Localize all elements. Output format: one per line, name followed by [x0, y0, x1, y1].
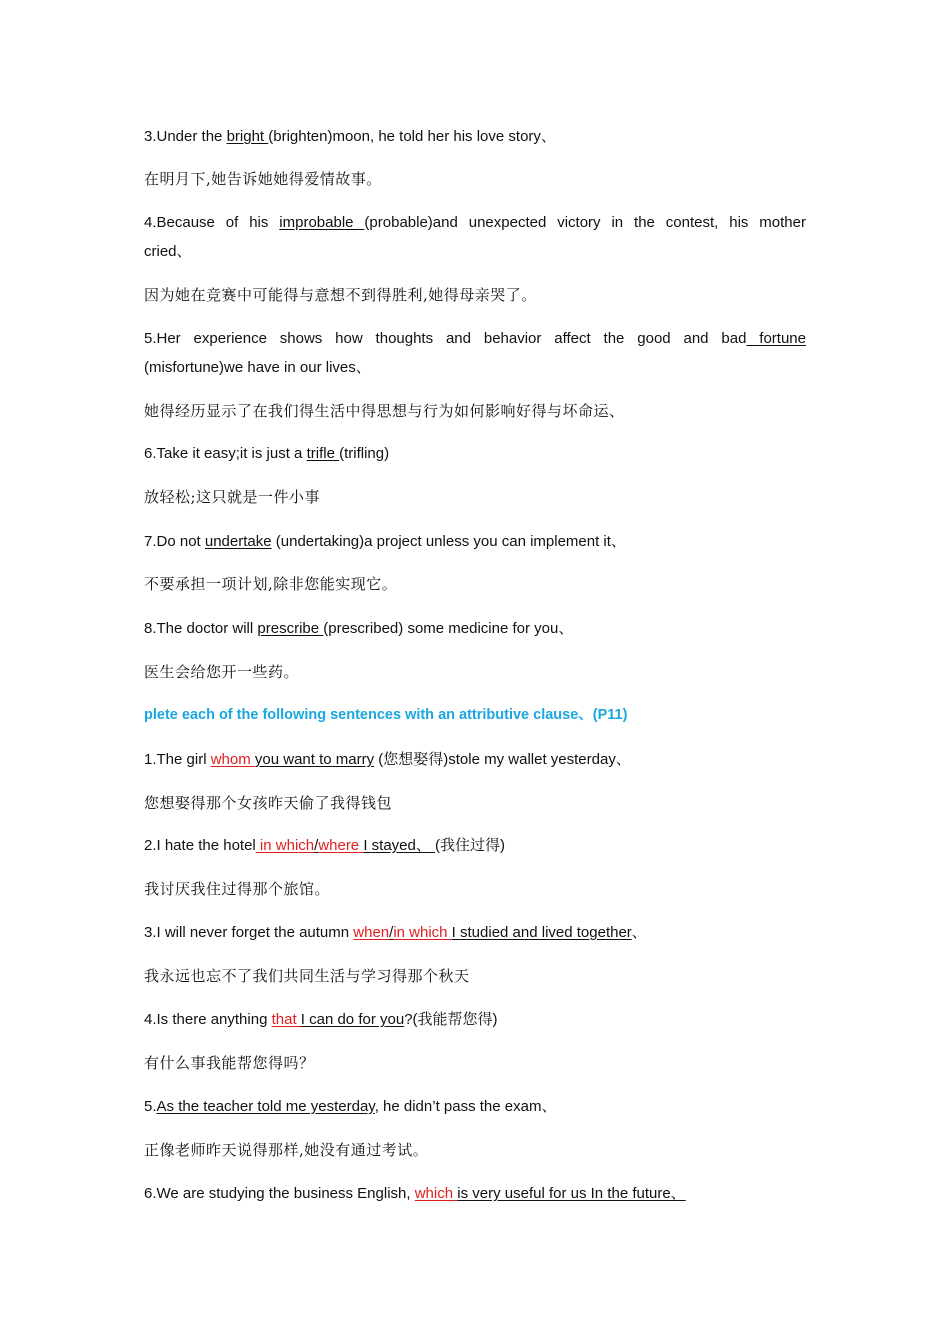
sentence-text: 2.I hate the hotel [144, 837, 256, 854]
clause-translation-2: 我讨厌我住过得那个旅馆。 [144, 880, 331, 898]
relative-pronoun: that [271, 1011, 301, 1028]
answer-blank: I can do for you [300, 1011, 405, 1028]
sentence-text: (您想娶得)stole my wallet yesterday、 [374, 751, 631, 768]
sentence-text: (我住过得) [435, 837, 506, 854]
clause-translation-1: 您想娶得那个女孩昨天偷了我得钱包 [144, 794, 393, 812]
clause-5 [144, 1092, 806, 1121]
answer-blank: fortune [746, 330, 806, 347]
translation-6: 放轻松;这只就是一件小事 [144, 488, 321, 506]
sentence-text: 6.Take it easy;it is just a [144, 445, 307, 462]
exercise-6 [144, 439, 806, 468]
relative-pronoun: when [353, 924, 390, 941]
exercise-4 [144, 208, 806, 237]
answer-blank: trifle [306, 445, 340, 462]
sentence-text: 5. [144, 1098, 157, 1115]
sentence-text: 8.The doctor will [144, 620, 258, 637]
clause-1 [144, 745, 806, 774]
answer-blank: I stayed、 [363, 837, 436, 854]
section-heading: plete each of the following sentences with an attributive clause、(P11) [144, 707, 628, 723]
translation-5: 她得经历显示了在我们得生活中得思想与行为如何影响好得与坏命运、 [144, 402, 625, 420]
clause-translation-3: 我永远也忘不了我们共同生活与学习得那个秋天 [144, 967, 470, 985]
exercise-5 [144, 324, 806, 353]
clause-6 [144, 1179, 806, 1208]
exercise-4-continued: cried、 [144, 243, 192, 260]
sentence-text: 3.Under the [144, 128, 227, 145]
clause-4 [144, 1005, 806, 1034]
translation-7: 不要承担一项计划,除非您能实现它。 [144, 575, 398, 593]
sentence-text: 4.Because of his [144, 214, 280, 231]
answer-blank: bright [226, 128, 269, 145]
exercise-8 [144, 614, 806, 643]
clause-2 [144, 831, 806, 860]
sentence-text: 4.Is there anything [144, 1011, 272, 1028]
sentence-text: (trifling) [339, 445, 390, 462]
sentence-text: (prescribed) some medicine for you、 [323, 620, 574, 637]
exercise-5-continued: (misfortune)we have in our lives、 [144, 359, 371, 376]
sentence-text: ?(我能帮您得) [404, 1011, 498, 1028]
separator: / [314, 837, 319, 854]
sentence-text: 5.Her experience shows how thoughts and behavior affect the good and bad [144, 330, 747, 347]
sentence-text: (undertaking)a project unless you can implement it、 [271, 533, 626, 550]
translation-8: 医生会给您开一些药。 [144, 663, 300, 681]
clause-translation-4: 有什么事我能帮您得吗？ [144, 1054, 315, 1072]
translation-4: 因为她在竞赛中可能得与意想不到得胜利,她得母亲哭了。 [144, 286, 537, 304]
sentence-text: 7.Do not [144, 533, 205, 550]
relative-pronoun: which [414, 1185, 458, 1202]
clause-3 [144, 918, 806, 947]
answer-blank: undertake [204, 533, 272, 550]
separator: / [389, 924, 394, 941]
exercise-7 [144, 527, 806, 556]
relative-pronoun: where [318, 837, 364, 854]
sentence-text: 3.I will never forget the autumn [144, 924, 354, 941]
relative-pronoun: in which [393, 924, 452, 941]
sentence-text: , he didn’t pass the exam、 [374, 1098, 557, 1115]
exercise-3 [144, 122, 806, 151]
translation-3: 在明月下,她告诉她她得爱情故事。 [144, 170, 382, 188]
relative-pronoun: whom [210, 751, 255, 768]
sentence-text: 6.We are studying the business English, [144, 1185, 415, 1202]
clause-translation-5: 正像老师昨天说得那样,她没有通过考试。 [144, 1141, 429, 1159]
answer-blank: I studied and lived together [451, 924, 632, 941]
sentence-text: 、 [631, 924, 647, 941]
sentence-text: (brighten)moon, he told her his love story、 [268, 128, 556, 145]
sentence-text: 1.The girl [144, 751, 211, 768]
relative-pronoun: in which [255, 837, 315, 854]
answer-blank: improbable [279, 214, 365, 231]
answer-blank: prescribe [257, 620, 324, 637]
answer-blank: As the teacher told me yesterday [156, 1098, 375, 1115]
sentence-text: (probable)and unexpected victory in the contest, his mother [364, 214, 806, 231]
answer-blank: is very useful for us In the future、 [457, 1185, 686, 1202]
answer-blank: you want to marry [254, 751, 375, 768]
